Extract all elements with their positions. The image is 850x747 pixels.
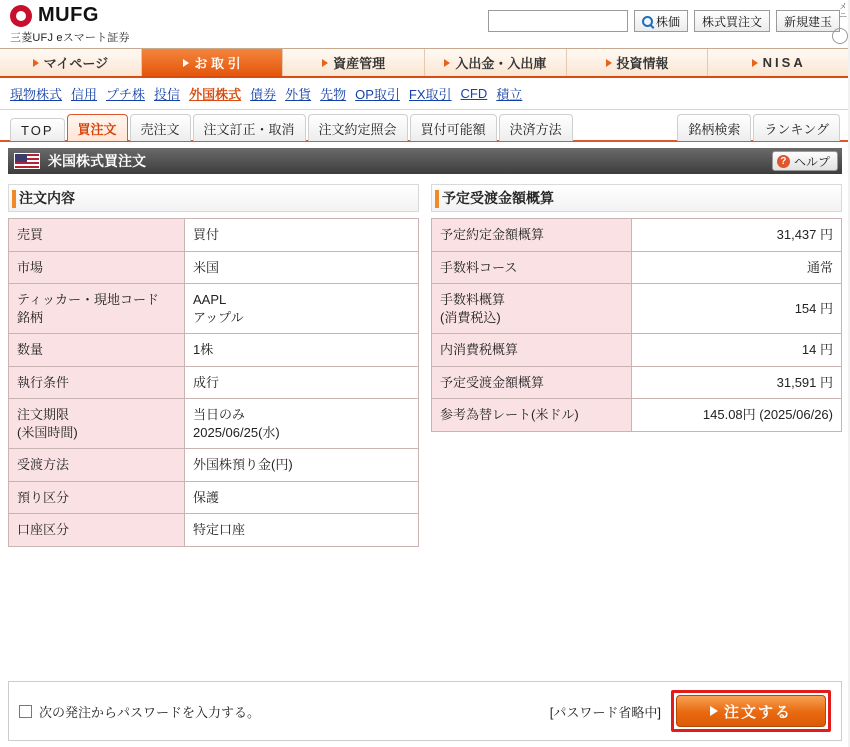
triangle-icon: [33, 59, 39, 67]
row-value-quantity: 1株: [185, 334, 419, 367]
gnav-label-nisa: NISA: [762, 55, 806, 70]
brand-name: MUFG: [38, 4, 99, 26]
table-row: [9, 334, 419, 367]
table-row: [9, 219, 419, 252]
place-order-label: 注文する: [723, 703, 792, 721]
page-title: 米国株式買注文: [48, 153, 146, 169]
subnav-item-spot-stock[interactable]: 現物株式: [10, 87, 63, 102]
subnav-item-margin[interactable]: 信用: [71, 87, 98, 102]
order-expiry-date: 2025/06/25(水): [193, 424, 280, 440]
row-value-estimated-settlement-amount: 31,591 円: [632, 366, 842, 399]
triangle-icon: [606, 59, 612, 67]
order-details-column: [8, 184, 419, 547]
help-label: ヘルプ: [793, 154, 830, 169]
question-mark-icon: ?: [777, 155, 790, 168]
table-row: [9, 399, 419, 449]
row-value-order-expiry: [185, 399, 419, 449]
content-columns: [0, 174, 850, 547]
table-row: [432, 366, 842, 399]
subnav-item-cfd[interactable]: CFD: [460, 86, 488, 101]
corner-menu-label: メニ: [839, 2, 847, 20]
header-search-area: [488, 10, 840, 32]
row-label-custody-type: 預り区分: [9, 481, 185, 514]
row-value-fee-course: 通常: [632, 251, 842, 284]
row-label-reference-fx-rate: 参考為替レート(米ドル): [432, 399, 632, 432]
search-icon: [642, 16, 653, 27]
help-button[interactable]: [772, 151, 838, 171]
row-value-buy-sell: 買付: [185, 219, 419, 252]
settlement-estimate-table: [431, 218, 842, 432]
row-label-account-type: 口座区分: [9, 514, 185, 547]
triangle-icon: [322, 59, 328, 67]
new-position-button[interactable]: [776, 10, 840, 32]
order-footer: [8, 681, 842, 741]
row-label-order-expiry-line2: (米国時間): [17, 424, 78, 440]
gnav-item-trade[interactable]: [142, 49, 284, 76]
row-value-reference-fx-rate: 145.08円 (2025/06/26): [632, 399, 842, 432]
table-row: [9, 481, 419, 514]
gnav-item-mypage[interactable]: [0, 49, 142, 76]
row-label-ticker-line2: 銘柄: [17, 309, 44, 325]
avatar[interactable]: [832, 28, 848, 44]
table-row: [432, 284, 842, 334]
gnav-label-trade: お 取 引: [194, 56, 241, 71]
table-row: [9, 366, 419, 399]
ticker-name: アップル: [193, 309, 244, 325]
row-value-account-type: 特定口座: [185, 514, 419, 547]
triangle-icon: [752, 59, 758, 67]
table-row: [9, 284, 419, 334]
row-value-market: 米国: [185, 251, 419, 284]
subnav-item-petit-stock[interactable]: プチ株: [106, 87, 146, 102]
triangle-icon: [444, 59, 450, 67]
settlement-estimate-heading: 予定受渡金額概算: [431, 184, 842, 212]
row-label-execution-condition: 執行条件: [9, 366, 185, 399]
row-label-order-expiry-line1: 注文期限: [17, 407, 70, 423]
gnav-item-asset-management[interactable]: [283, 49, 425, 76]
password-prompt-label: 次の発注からパスワードを入力する。: [39, 704, 261, 720]
subnav-item-futures[interactable]: 先物: [320, 87, 347, 102]
gnav-label-investment-info: 投資情報: [616, 56, 669, 71]
row-label-fee-estimate-line1: 手数料概算: [440, 292, 506, 308]
subnav-item-bond[interactable]: 債券: [250, 87, 277, 102]
order-expiry-type: 当日のみ: [193, 407, 246, 423]
search-input[interactable]: [488, 10, 628, 32]
row-label-estimated-settlement-amount: 予定受渡金額概算: [432, 366, 632, 399]
new-position-label: 新規建玉: [783, 14, 832, 29]
tab-buying-power[interactable]: 買付可能額: [410, 114, 497, 141]
row-label-delivery-method: 受渡方法: [9, 449, 185, 482]
row-label-fee-estimate-line2: (消費税込): [440, 309, 501, 325]
row-label-market: 市場: [9, 251, 185, 284]
row-value-included-consumption-tax: 14 円: [632, 334, 842, 367]
password-prompt-checkbox[interactable]: [19, 705, 32, 718]
tab-stock-search[interactable]: 銘柄検索: [677, 114, 751, 141]
row-value-delivery-method: 外国株預り金(円): [185, 449, 419, 482]
gnav-label-mypage: マイページ: [43, 56, 109, 71]
row-label-ticker-line1: ティッカー・現地コード: [17, 292, 159, 308]
subnav-item-tsumitate[interactable]: 積立: [496, 87, 523, 102]
table-row: [9, 449, 419, 482]
row-value-custody-type: 保護: [185, 481, 419, 514]
row-label-fee-course: 手数料コース: [432, 251, 632, 284]
row-label-buy-sell: 売買: [9, 219, 185, 252]
table-row: [432, 399, 842, 432]
table-row: [432, 334, 842, 367]
row-label-order-expiry: [9, 399, 185, 449]
row-value-estimated-contract-amount: 31,437 円: [632, 219, 842, 252]
tab-order-execution-list[interactable]: 注文約定照会: [308, 114, 408, 141]
sub-nav: [0, 78, 850, 110]
subnav-item-forex[interactable]: 外貨: [285, 87, 312, 102]
gnav-label-asset-management: 資産管理: [333, 56, 386, 71]
table-row: [432, 219, 842, 252]
order-details-table: [8, 218, 419, 547]
row-label-ticker: [9, 284, 185, 334]
row-label-fee-estimate: [432, 284, 632, 334]
tab-bar: [0, 110, 850, 142]
brand-logo[interactable]: [10, 4, 130, 45]
table-row: [9, 514, 419, 547]
table-row: [432, 251, 842, 284]
subnav-item-op-trade[interactable]: OP取引: [355, 87, 400, 102]
triangle-icon: [183, 59, 189, 67]
stock-price-button[interactable]: [634, 10, 688, 32]
us-flag-icon: [14, 153, 40, 169]
subnav-item-fx-trade[interactable]: FX取引: [408, 87, 452, 102]
subnav-item-foreign-stock[interactable]: 外国株式: [189, 87, 242, 102]
stock-buy-order-label: 株式買注文: [701, 14, 762, 29]
row-value-execution-condition: 成行: [185, 366, 419, 399]
gnav-item-deposit-withdraw[interactable]: [425, 49, 567, 76]
page-title-bar: [8, 148, 842, 174]
stock-buy-order-button[interactable]: [694, 10, 770, 32]
row-label-quantity: 数量: [9, 334, 185, 367]
place-order-button[interactable]: [676, 695, 826, 727]
ticker-code: AAPL: [193, 292, 227, 308]
subnav-item-fund[interactable]: 投信: [154, 87, 181, 102]
row-label-estimated-contract-amount: 予定約定金額概算: [432, 219, 632, 252]
order-details-heading: 注文内容: [8, 184, 419, 212]
table-row: [9, 251, 419, 284]
tab-sell-order[interactable]: 売注文: [130, 114, 191, 141]
stock-price-label: 株価: [655, 14, 680, 29]
row-label-included-consumption-tax: 内消費税概算: [432, 334, 632, 367]
site-header: [0, 0, 850, 48]
tab-settlement-method[interactable]: 決済方法: [499, 114, 573, 141]
order-button-highlight: [671, 690, 831, 732]
settlement-estimate-column: [431, 184, 842, 547]
global-nav: [0, 48, 850, 78]
gnav-label-deposit-withdraw: 入出金・入出庫: [455, 56, 547, 71]
row-value-fee-estimate: 154 円: [632, 284, 842, 334]
mufg-logo-icon: [10, 5, 32, 27]
tab-ranking[interactable]: ランキング: [753, 114, 840, 141]
tab-buy-order[interactable]: 買注文: [67, 114, 128, 141]
tab-top[interactable]: TOP: [10, 118, 65, 141]
password-omitted-note: [パスワード省略中]: [549, 704, 661, 720]
tab-order-modify-cancel[interactable]: 注文訂正・取消: [193, 114, 306, 141]
gnav-item-investment-info[interactable]: [567, 49, 709, 76]
password-prompt-checkbox-wrap[interactable]: [19, 702, 260, 721]
triangle-icon: [710, 706, 718, 716]
sub-brand-name: 三菱UFJ eスマート証券: [10, 32, 130, 44]
row-value-ticker: [185, 284, 419, 334]
gnav-item-nisa[interactable]: [708, 49, 850, 76]
